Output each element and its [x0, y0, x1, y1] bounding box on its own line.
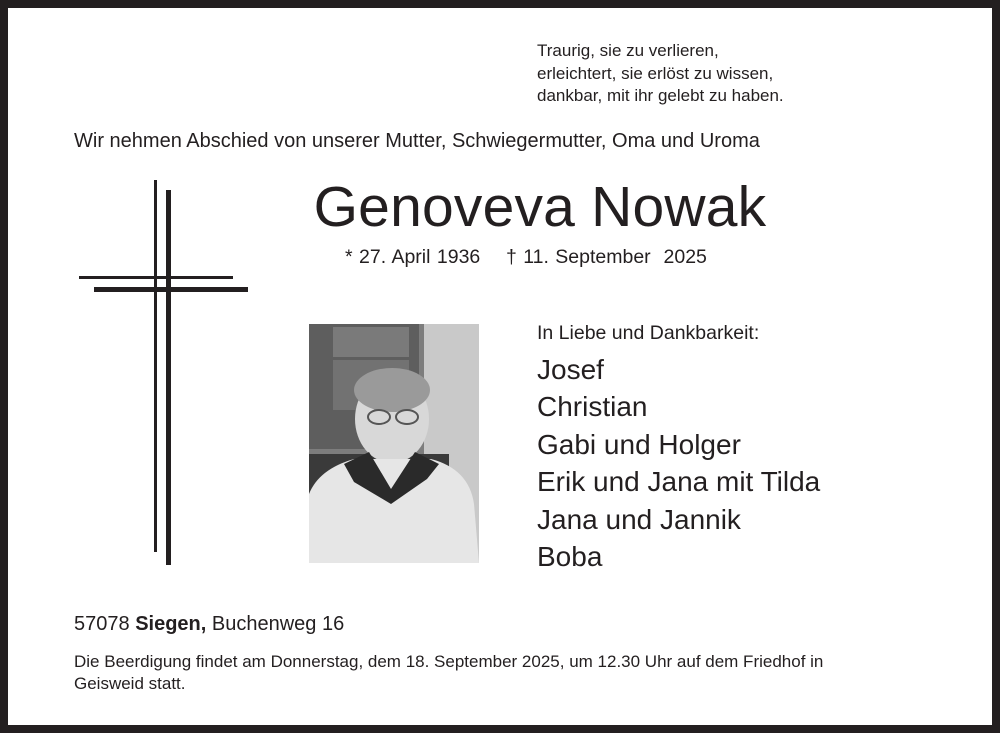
relative: Gabi und Holger: [537, 428, 741, 460]
obituary-notice: [8, 8, 992, 725]
deceased-name: Genoveva Nowak: [313, 175, 767, 239]
intro-text: Wir nehmen Abschied von unserer Mutter, Schwiegermutter, Oma und Uroma: [74, 130, 760, 152]
zip: 57078: [74, 613, 130, 635]
city: Siegen,: [135, 613, 207, 635]
relative: Christian: [537, 391, 648, 423]
relative: Josef: [537, 354, 604, 385]
dates: [345, 246, 707, 269]
funeral-info: [74, 651, 823, 695]
quote-line: dankbar, mit ihr gelebt zu haben.: [537, 86, 784, 105]
quote-line: erleichtert, sie erlöst zu wissen,: [537, 63, 774, 83]
funeral-line: Geisweid statt.: [74, 674, 186, 693]
love-heading: In Liebe und Dankbarkeit:: [537, 322, 760, 344]
death-date: † 11. September 2025: [505, 246, 707, 268]
relative: Boba: [537, 541, 603, 573]
portrait-photo: [309, 324, 479, 563]
quote-line: Traurig, sie zu verlieren,: [537, 41, 719, 60]
relative: Erik und Jana mit Tilda: [537, 466, 821, 498]
relatives-list: [537, 351, 820, 575]
funeral-line: Die Beerdigung findet am Donnerstag, dem 18. September 2025, um 12.30 Uhr auf dem Friedhof in: [74, 652, 824, 671]
quote: [537, 40, 784, 108]
birth-date: * 27. April 1936: [345, 246, 481, 268]
relative: Jana und Jannik: [537, 503, 741, 535]
street: Buchenweg 16: [211, 613, 345, 635]
address: [74, 613, 344, 636]
